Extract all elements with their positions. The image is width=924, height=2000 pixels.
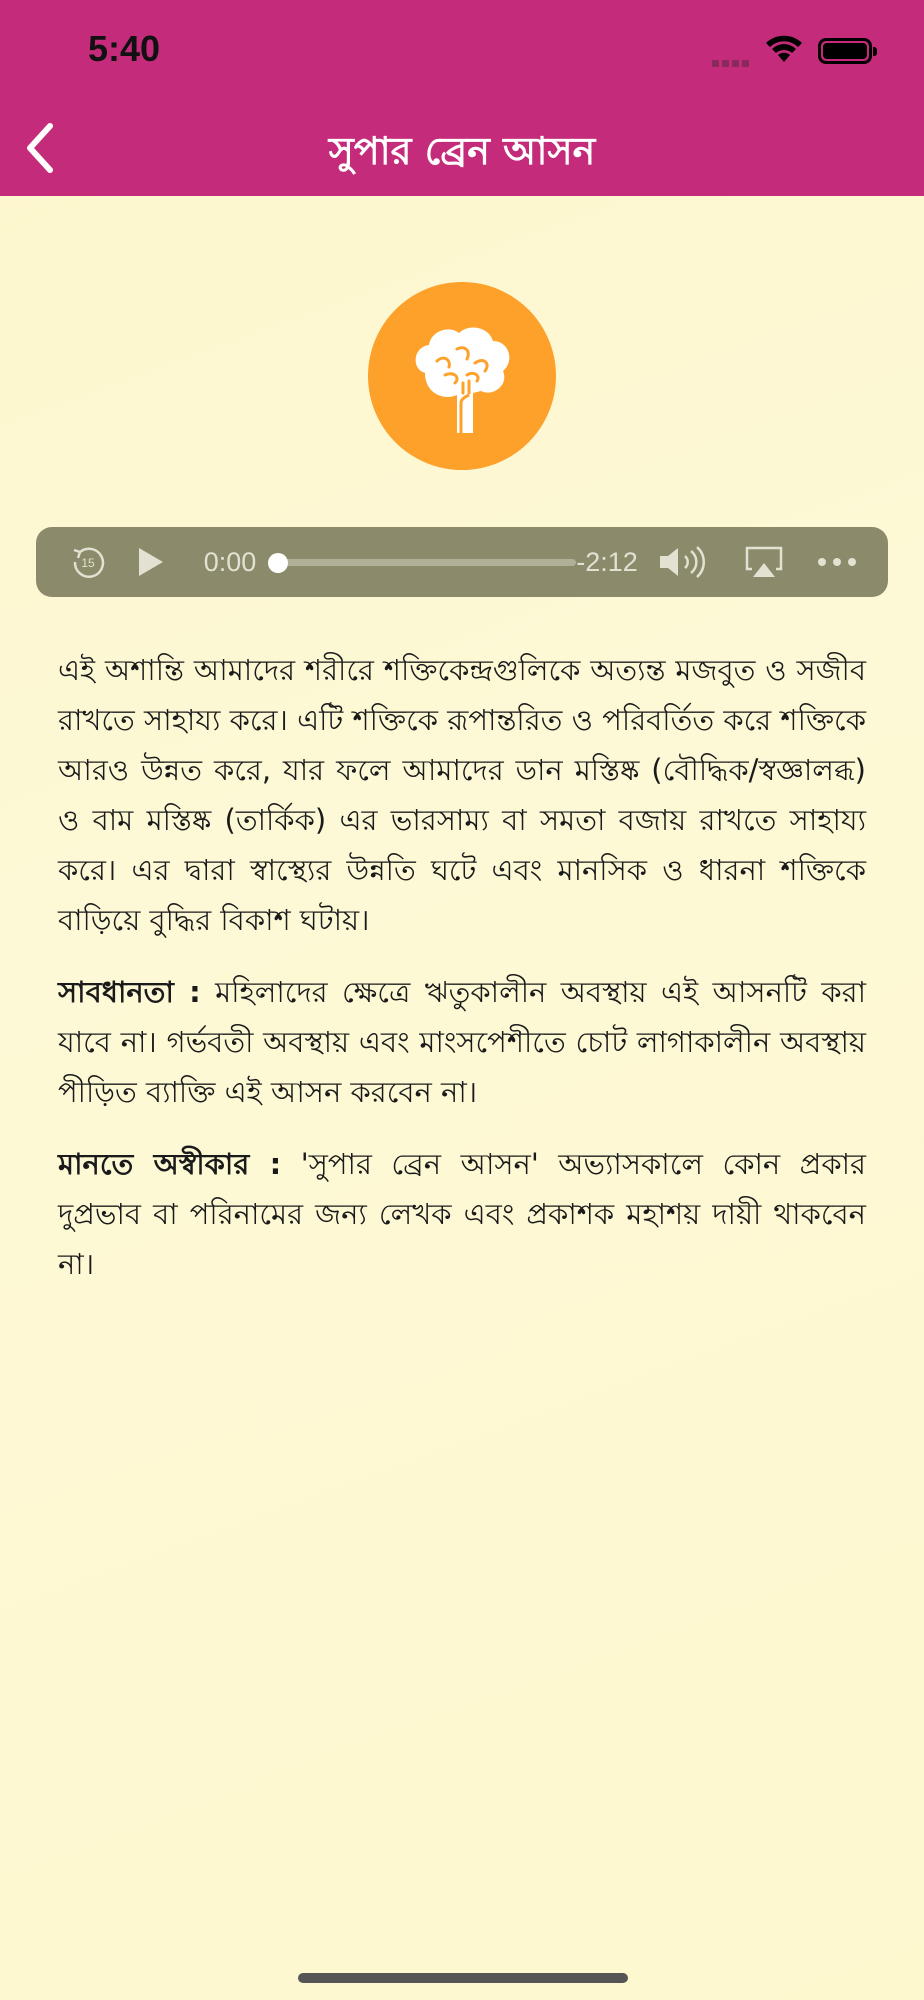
brain-logo [368,282,556,470]
article-body [58,645,866,1311]
play-button[interactable] [130,541,170,583]
caution-paragraph [58,967,866,1117]
speaker-volume-icon [658,544,710,580]
battery-icon [818,38,872,64]
volume-button[interactable] [656,541,712,583]
status-bar [0,0,924,100]
caution-label: সাবধানতা : [58,975,201,1009]
disclaimer-text: 'সুপার ব্রেন আসন' অভ্যাসকালে কোন প্রকার দুপ্রভাব বা পরিনামের জন্য লেখক এবং প্রকাশক মহাশয় দায়ী থাকবেন না। [58,1147,866,1281]
skip-back-15-button[interactable] [66,541,110,583]
skip-back-15-icon [70,544,106,580]
progress-track[interactable] [276,559,576,566]
play-icon [135,546,165,578]
more-options-button[interactable] [812,541,862,583]
airplay-button[interactable] [740,541,788,583]
cellular-signal-icon [712,52,752,71]
remaining-time: -2:12 [576,546,638,577]
status-time: 5:40 [88,28,161,69]
audio-player [36,527,888,597]
disclaimer-paragraph [58,1139,866,1289]
airplay-icon [744,545,784,579]
svg-text:15: 15 [81,556,95,570]
caution-text: মহিলাদের ক্ষেত্রে ঋতুকালীন অবস্থায় এই আসনটি করা যাবে না। গর্ভবতী অবস্থায় এবং মাংসপেশীতে চোট লাগাকালীন অবস্থায় পীড়িত ব্যাক্তি এই আসন করবেন না। [58,975,867,1109]
disclaimer-label: মানতে অস্বীকার : [58,1147,282,1181]
brain-tree-icon [397,311,527,441]
intro-paragraph: এই অশান্তি আমাদের শরীরে শক্তিকেন্দ্রগুলিকে অত্যন্ত মজবুত ও সজীব রাখতে সাহায্য করে। এটি শক্তিকে রূপান্তরিত ও পরিবর্তিত করে শক্তিকে আরও উন্নত করে, যার ফলে আমাদের ডান মস্তিষ্ক (বৌদ্ধিক/স্বজ্ঞালব্ধ) ও বাম মস্তিষ্ক (তার্কিক) এর ভারসাম্য বা সমতা বজায় রাখতে সাহায্য করে। এর দ্বারা স্বাস্থ্যের উন্নতি ঘটে এবং মানসিক ও ধারনা শক্তিকে বাড়িয়ে বুদ্ধির বিকাশ ঘটায়। [58,653,867,937]
progress-thumb[interactable] [268,553,288,573]
current-time: 0:00 [203,546,257,577]
navigation-bar [0,100,924,196]
ellipsis-icon [817,557,857,567]
wifi-icon [764,34,804,68]
page-title: সুপার ব্রেন আসন [328,129,596,173]
home-indicator[interactable] [298,1973,628,1983]
